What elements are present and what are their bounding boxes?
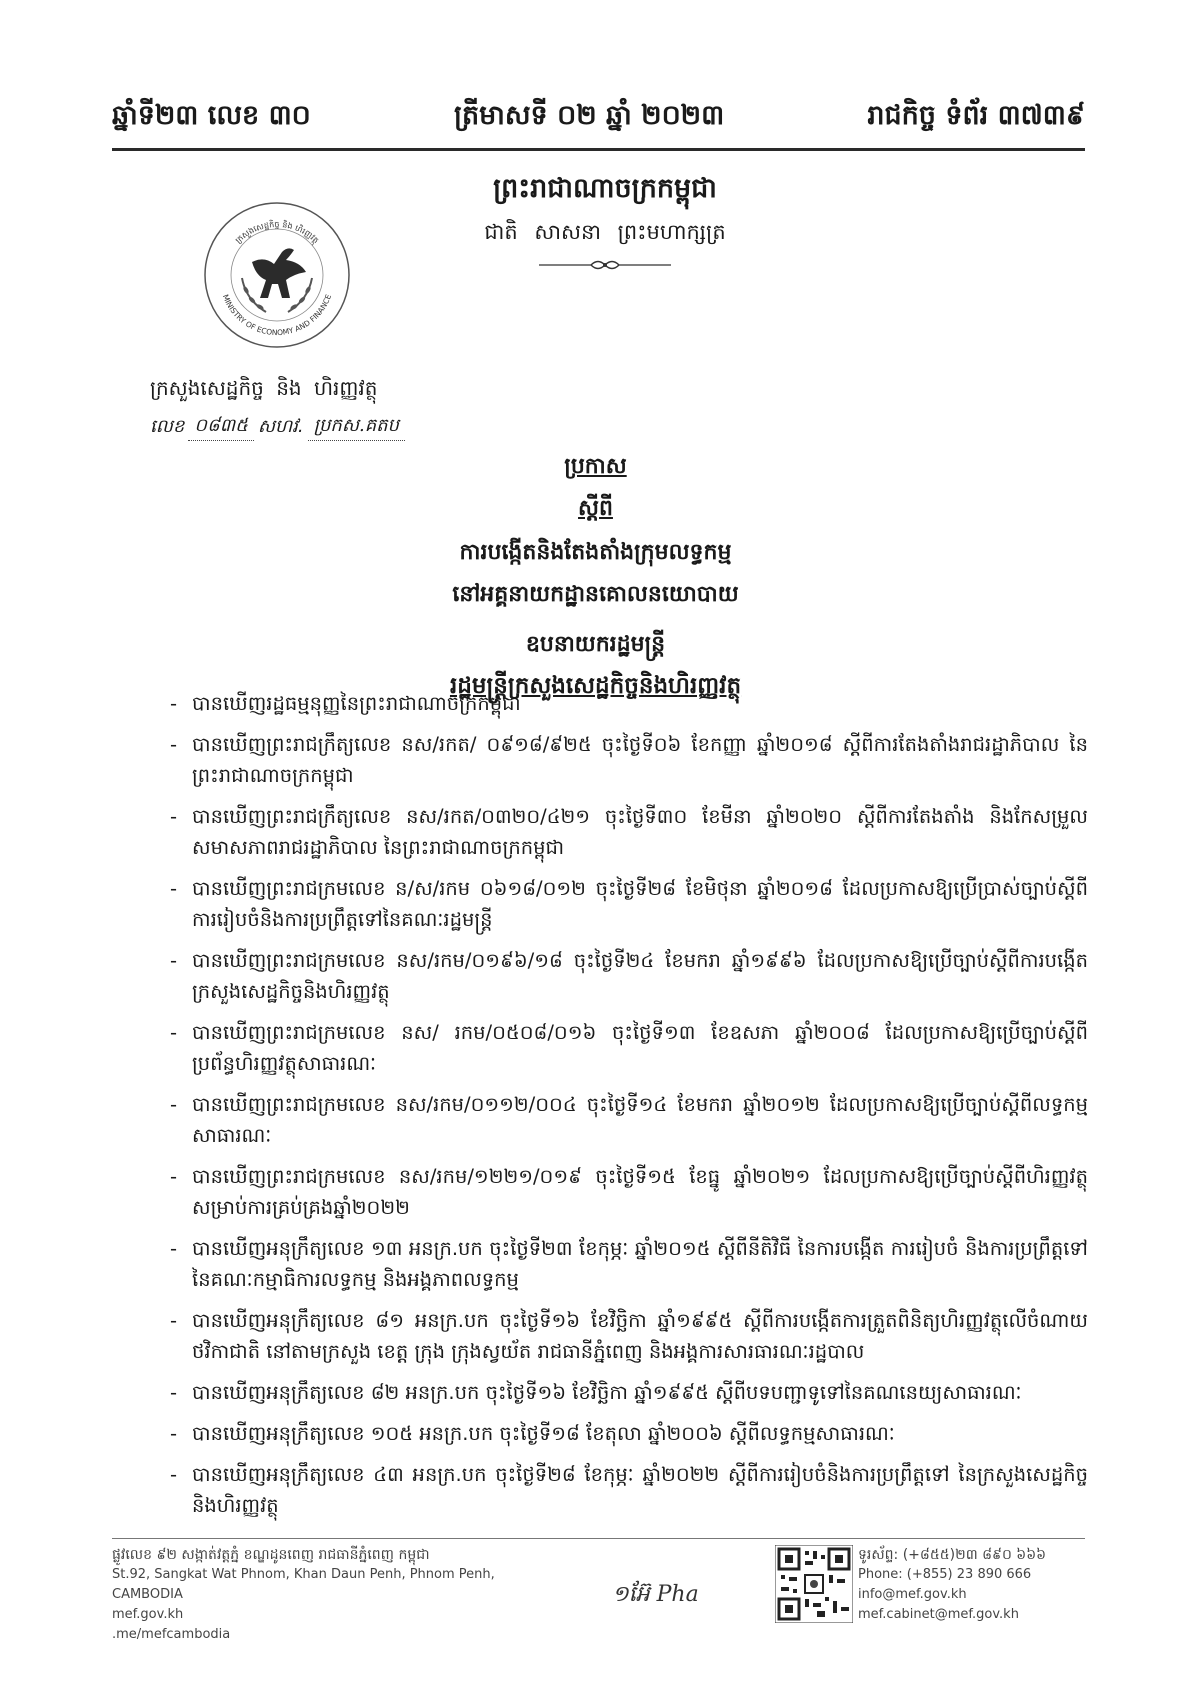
phone-en: Phone: (+855) 23 890 666 — [858, 1567, 1032, 1582]
phone-km: ទូរស័ព្ទ: (+៨៥៥)២៣ ៨៩០ ៦៦៦ — [858, 1547, 1047, 1563]
gazette-volume: ឆ្នាំទី២៣ លេខ ៣០ — [112, 99, 311, 131]
recital-item: - បានឃើញអនុក្រឹត្យលេខ ១៣ អនក្រ.បក ចុះថ្ងៃទី២៣ ខែកុម្ភៈ ឆ្នាំ២០១៥ ស្តីពីនីតិវិធី នៃការបង្កើត ការរៀបចំ និងការប្រព្រឹត្តទៅ នៃគណៈកម្មាធិការលទ្ធកម្ម និងអង្គភាពលទ្ធកម្ម — [170, 1233, 1088, 1295]
reference-value: ០៨៣៥ — [188, 413, 254, 441]
document-type: ប្រកាស — [564, 454, 627, 479]
initials-signature: ១អ៊ែ Pha — [612, 1582, 699, 1607]
recital-item: - បានឃើញអនុក្រឹត្យលេខ ៨២ អនក្រ.បក ចុះថ្ងៃទី១៦ ខែវិច្ឆិកា ឆ្នាំ១៩៩៥ ស្តីពីបទបញ្ជាទូទៅនៃគណនេយ្យសាធារណៈ — [170, 1377, 1088, 1408]
seal-text-km: ក្រសួងសេដ្ឋកិច្ច និង ហិរញ្ញវត្ថុ — [233, 219, 321, 246]
recital-item: - បានឃើញព្រះរាជក្រមលេខ នស/ រកម/០៥០៨/០១៦ ចុះថ្ងៃទី១៣ ខែឧសភា ឆ្នាំ២០០៨ ដែលប្រកាសឱ្យប្រើច្បាប់ស្តីពីប្រព័ន្ធហិរញ្ញវត្ថុសាធារណៈ — [170, 1017, 1088, 1079]
issuer-title: ឧបនាយករដ្ឋមន្ត្រី — [525, 632, 666, 657]
gazette-date: ត្រីមាសទី ០២ ឆ្នាំ ២០២៣ — [453, 99, 725, 131]
reference-suffix-value: ប្រកស.គតប — [308, 413, 405, 441]
address-km: ផ្លូវលេខ ៩២ សង្កាត់វត្តភ្នំ ខណ្ឌដូនពេញ រាជធានីភ្នំពេញ កម្ពុជា — [112, 1547, 430, 1563]
about-label: ស្តីពី — [578, 496, 613, 521]
qr-code-icon — [775, 1545, 853, 1623]
ministry-block — [150, 375, 470, 441]
subject-line-1: ការបង្កើតនិងតែងតាំងក្រុមលទ្ធកម្ម — [459, 540, 732, 565]
recital-item: - បានឃើញរដ្ឋធម្មនុញ្ញនៃព្រះរាជាណាចក្រកម្ពុជា — [170, 688, 1088, 719]
footer-divider — [112, 1538, 1085, 1539]
reference-label: លេខ — [150, 416, 185, 437]
ministry-name: ក្រសួងសេដ្ឋកិច្ច និង ហិរញ្ញវត្ថុ — [150, 376, 378, 400]
issuer-office: រដ្ឋមន្ត្រីក្រសួងសេដ្ឋកិច្ចនិងហិរញ្ញវត្ថុ — [449, 673, 742, 699]
subject-line-2: នៅអគ្គនាយកដ្ឋានគោលនយោបាយ — [452, 582, 739, 607]
footer-address — [112, 1545, 532, 1645]
recital-item: - បានឃើញព្រះរាជក្រឹត្យលេខ នស/រកត/ ០៩១៨/៩២៥ ចុះថ្ងៃទី០៦ ខែកញ្ញា ឆ្នាំ២០១៨ ស្តីពីការតែងតាំងរាជរដ្ឋាភិបាល នៃព្រះរាជាណាចក្រកម្ពុជា — [170, 729, 1088, 791]
email-info[interactable]: info@mef.gov.kh — [858, 1587, 967, 1602]
reference-number — [150, 413, 470, 441]
title-block — [300, 452, 891, 705]
recital-item: - បានឃើញព្រះរាជក្រមលេខ នស/រកម/១២២១/០១៩ ចុះថ្ងៃទី១៥ ខែធ្នូ ឆ្នាំ២០២១ ដែលប្រកាសឱ្យប្រើច្បាប់ស្តីពីហិរញ្ញវត្ថុសម្រាប់ការគ្រប់គ្រងឆ្នាំ២០២២ — [170, 1161, 1088, 1223]
running-header — [112, 96, 1085, 140]
footer-contact — [858, 1545, 1088, 1625]
kingdom-title: ព្រះរាជាណាចក្រកម្ពុជា — [493, 173, 717, 204]
ministry-seal — [202, 200, 352, 350]
ornament-divider — [535, 258, 675, 272]
recital-item: - បានឃើញអនុក្រឹត្យលេខ ៨១ អនក្រ.បក ចុះថ្ងៃទី១៦ ខែវិច្ឆិកា ឆ្នាំ១៩៩៥ ស្តីពីការបង្កើតការត្រួតពិនិត្យហិរញ្ញវត្ថុលើចំណាយថវិកាជាតិ នៅតាមក្រសួង ខេត្ត ក្រុង ក្រុងស្វយ័ត រាជធានីភ្នំពេញ និងអង្គការសារធារណៈរដ្ឋបាល — [170, 1305, 1088, 1367]
seal-text-en: MINISTRY OF ECONOMY AND FINANCE — [220, 293, 334, 338]
recital-item: - បានឃើញព្រះរាជក្រមលេខ នស/រកម/០១១២/០០៤ ចុះថ្ងៃទី១៤ ខែមករា ឆ្នាំ២០១២ ដែលប្រកាសឱ្យប្រើច្បាប់ស្តីពីលទ្ធកម្មសាធារណៈ — [170, 1089, 1088, 1151]
recital-item: - បានឃើញព្រះរាជក្រឹត្យលេខ នស/រកត/០៣២០/៤២១ ចុះថ្ងៃទី៣០ ខែមីនា ឆ្នាំ២០២០ ស្តីពីការតែងតាំង និងកែសម្រួលសមាសភាពរាជរដ្ឋាភិបាល នៃព្រះរាជាណាចក្រកម្ពុជា — [170, 801, 1088, 863]
reference-suffix: សហវ. — [257, 416, 304, 437]
recital-item: - បានឃើញអនុក្រឹត្យលេខ ៤៣ អនក្រ.បក ចុះថ្ងៃទី២៨ ខែកុម្ភៈ ឆ្នាំ២០២២ ស្តីពីការរៀបចំនិងការប្រព្រឹត្តទៅ នៃក្រសួងសេដ្ឋកិច្ចនិងហិរញ្ញវត្ថុ — [170, 1459, 1088, 1521]
recital-item: - បានឃើញព្រះរាជក្រមលេខ នស/រកម/០១៩៦/១៨ ចុះថ្ងៃទី២៤ ខែមករា ឆ្នាំ១៩៩៦ ដែលប្រកាសឱ្យប្រើច្បាប់ស្តីពីការបង្កើតក្រសួងសេដ្ឋកិច្ចនិងហិរញ្ញវត្ថុ — [170, 945, 1088, 1007]
kingdom-motto: ជាតិ សាសនា ព្រះមហាក្សត្រ — [484, 220, 726, 244]
header-divider — [112, 148, 1085, 151]
address-en: St.92, Sangkat Wat Phnom, Khan Daun Penh, Phnom Penh, CAMBODIA — [112, 1567, 495, 1602]
gazette-page: រាជកិច្ច ទំព័រ ៣៧៣៩ — [867, 99, 1085, 131]
social-link[interactable]: .me/mefcambodia — [112, 1627, 231, 1642]
kingdom-heading — [440, 172, 770, 272]
recital-item: - បានឃើញអនុក្រឹត្យលេខ ១០៥ អនក្រ.បក ចុះថ្ងៃទី១៨ ខែតុលា ឆ្នាំ២០០៦ ស្តីពីលទ្ធកម្មសាធារណៈ — [170, 1418, 1088, 1449]
website-link[interactable]: mef.gov.kh — [112, 1607, 184, 1622]
email-cabinet[interactable]: mef.cabinet@mef.gov.kh — [858, 1607, 1019, 1622]
recital-item: - បានឃើញព្រះរាជក្រមលេខ ន/ស/រកម ០៦១៨/០១២ ចុះថ្ងៃទី២៨ ខែមិថុនា ឆ្នាំ២០១៨ ដែលប្រកាសឱ្យប្រើប្រាស់ច្បាប់ស្តីពីការរៀបចំនិងការប្រព្រឹត្តទៅនៃគណៈរដ្ឋមន្ត្រី — [170, 873, 1088, 935]
recitals-list — [170, 688, 1088, 1531]
